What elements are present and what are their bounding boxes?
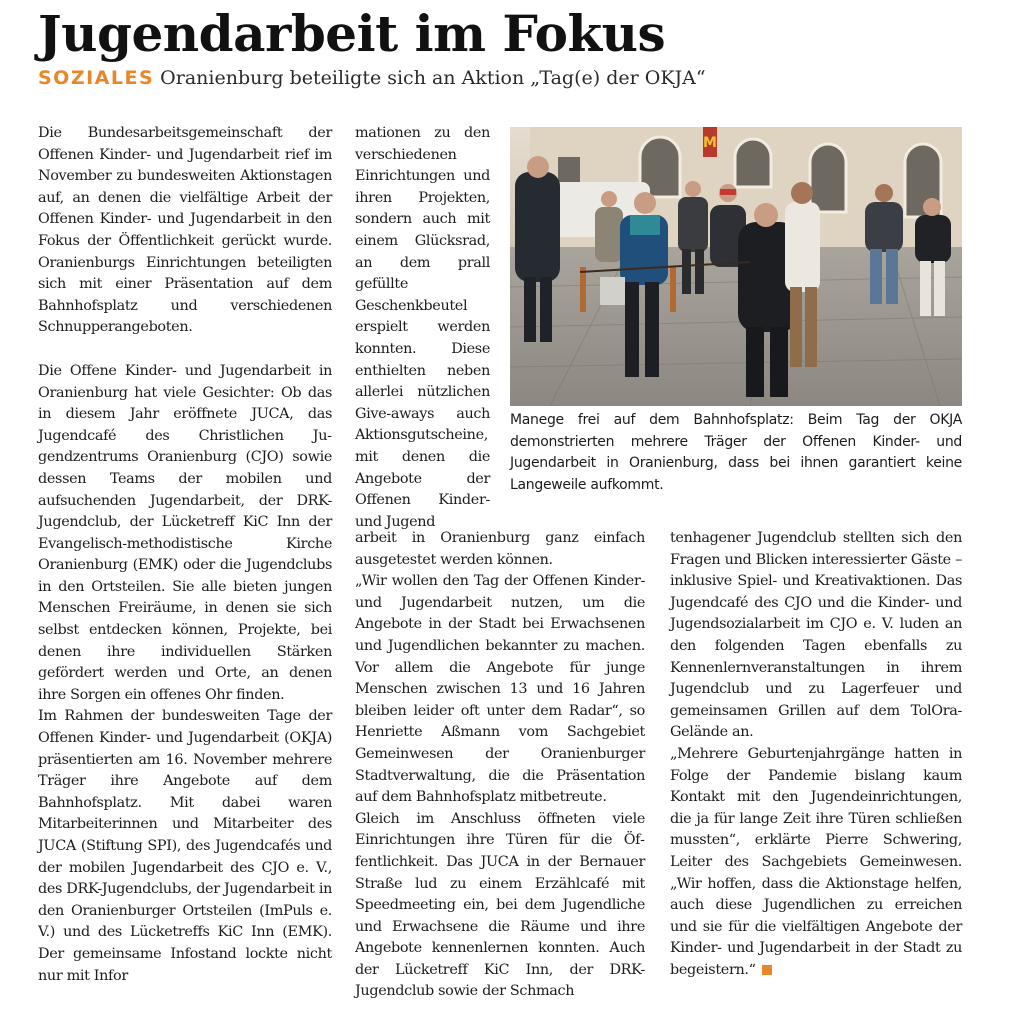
paragraph: Die Offene Kinder- und Jugendarbeit in Oranienburg hat viele Gesichter: Ob das in diesem Jahr eröffnete JUCA, das Jugendcafé des Christlichen Jugendzentrums Oranienburg (CJO) sowie dessen Teams der mobilen und aufsuchenden Jugendarbeit, der DRK-Jugendclub, der Lücketreff KiC Inn der Evangelisch-methodistische Kirche Oranienburg (EMK) oder die Jugendclubs in den Ortsteilen. Sie alle bieten jungen Menschen Freiräume, in denen sie sich selbst entdecken können, Projekte, bei denen ihre individuellen Stärken gefördert werden und Orte, an denen ihre Sorgen ein offenes Ohr finden. xyxy=(38,362,332,703)
paragraph-quote: „Wir wollen den Tag der Offenen Kinder- und Jugendarbeit nutzen, um die Angebote in der Stadt bei Erwachsenen und Jugendlichen bekannter zu machen. Vor allem die Angebote für junge Menschen zwischen 13 und 16 Jahren bleiben leider oft unter dem Radar“, so Henriette Aßmann vom Sachgebiet Gemeinwesen der Oranienburger Stadtverwaltung, die die Präsentation auf dem Bahnhofsplatz mitbetreute. xyxy=(355,573,645,806)
photo-illustration xyxy=(510,127,962,406)
column-3 xyxy=(670,528,962,981)
paragraph: tenhagener Jugendclub stellten sich den Fragen und Blicken interessierter Gäste – inklusive Spiel- und Kreativaktionen. Das Jugendcafé des CJO und die Kinder- und Jugendsozialarbeit im CJO e. V. luden an den folgenden Tagen ebenfalls zu Kennenlernveranstaltungen in ihrem Jugendclub und zu Lagerfeuer und gemeinsamen Grillen auf dem TolOra-Gelände an. xyxy=(670,530,962,741)
subheadline-row xyxy=(38,64,998,92)
paragraph: Gleich im Anschluss öffneten viele Einrichtungen ihre Türen für die Öffentlichkeit. Das JUCA in der Bernauer Straße lud zu einem Erzählcafé mit Speedmeeting ein, bei dem Jugendliche und Erwachsene die Räume und ihre Angebote kennenlernen konnten. Auch der Lücketreff KiC Inn, der DRK-Jugendclub sowie der Schmach xyxy=(355,810,645,1000)
column-1 xyxy=(38,123,332,987)
paragraph-closing xyxy=(670,744,962,982)
column-2-bottom xyxy=(355,528,645,1003)
photo-caption: Manege frei auf dem Bahnhofsplatz: Beim Tag der OKJA demonstrierten mehrere Träger der Offenen Kinder- und Jugendarbeit in Oranienburg, dass bei ihnen garantiert keine Langeweile aufkommt. xyxy=(510,412,962,493)
paragraph: Im Rahmen der bundesweiten Tage der Offenen Kinder- und Jugendarbeit (OKJA) präsentierten am 16. November mehrere Träger ihre Angebote auf dem Bahnhofsplatz. Mit dabei waren Mitarbeiterinnen und Mitarbeiter des JUCA (Stiftung SPI), des Jugendcafés und der mobilen Jugendarbeit des CJO e. V., des DRK-Jugendclubs, der Jugendarbeit in den Oranienburger Ortsteilen (ImPuls e. V.) und des Lücketreffs KiC Inn (EMK). Der gemeinsame Infostand lockte nicht nur mit Infor xyxy=(38,708,332,984)
kicker: SOZIALES xyxy=(38,67,155,89)
closing-text: „Mehrere Geburtenjahrgänge hatten in Folge der Pandemie bislang kaum Kontakt mit den Jugendeinrichtungen, die ja für lange Zeit ihre Türen schließen mussten“, erklärte Pierre Schwering, Leiter des Sachgebiets Gemeinwesen. „Wir hoffen, dass die Aktionstage helfen, auch diese Jugendlichen zu erreichen und sie für die vielfältigen Angebote der Kinder- und Jugendarbeit in der Stadt zu begeistern.“ xyxy=(670,745,962,978)
paragraph: arbeit in Oranienburg ganz einfach ausgetestet werden können. xyxy=(355,530,645,568)
paragraph: mationen zu den verschiedenen Einrichtungen und ihren Projekten, sondern auch mit einem Glücksrad, an dem prall gefüllte Geschenkbeutel erspielt werden konnten. Diese enthielten neben allerlei nützlichen Give-aways auch Aktionsgutscheine, mit denen die Angebote der Offenen Kinder- und Jugend xyxy=(355,125,490,530)
subheadline: Oranienburg beteiligte sich an Aktion „Tag(e) der OKJA“ xyxy=(160,67,706,89)
headline: Jugendarbeit im Fokus xyxy=(38,4,666,63)
paragraph-intro: Die Bundesarbeitsgemeinschaft der Offenen Kinder- und Jugendarbeit rief im November zu bundesweiten Aktionstagen auf, an denen die vielfältige Arbeit der Offenen Kinder- und Jugendarbeit in den Fokus der Öffentlichkeit gerückt wurde. Oranienburgs Einrichtungen beteiligten sich mit einer Präsentation auf dem Bahnhofsplatz und verschiedenen Schnupperangeboten. xyxy=(38,125,332,336)
article-photo xyxy=(510,127,962,406)
column-2-top xyxy=(355,123,490,533)
sign-letter: M xyxy=(703,135,717,151)
end-of-article-mark xyxy=(762,965,772,975)
